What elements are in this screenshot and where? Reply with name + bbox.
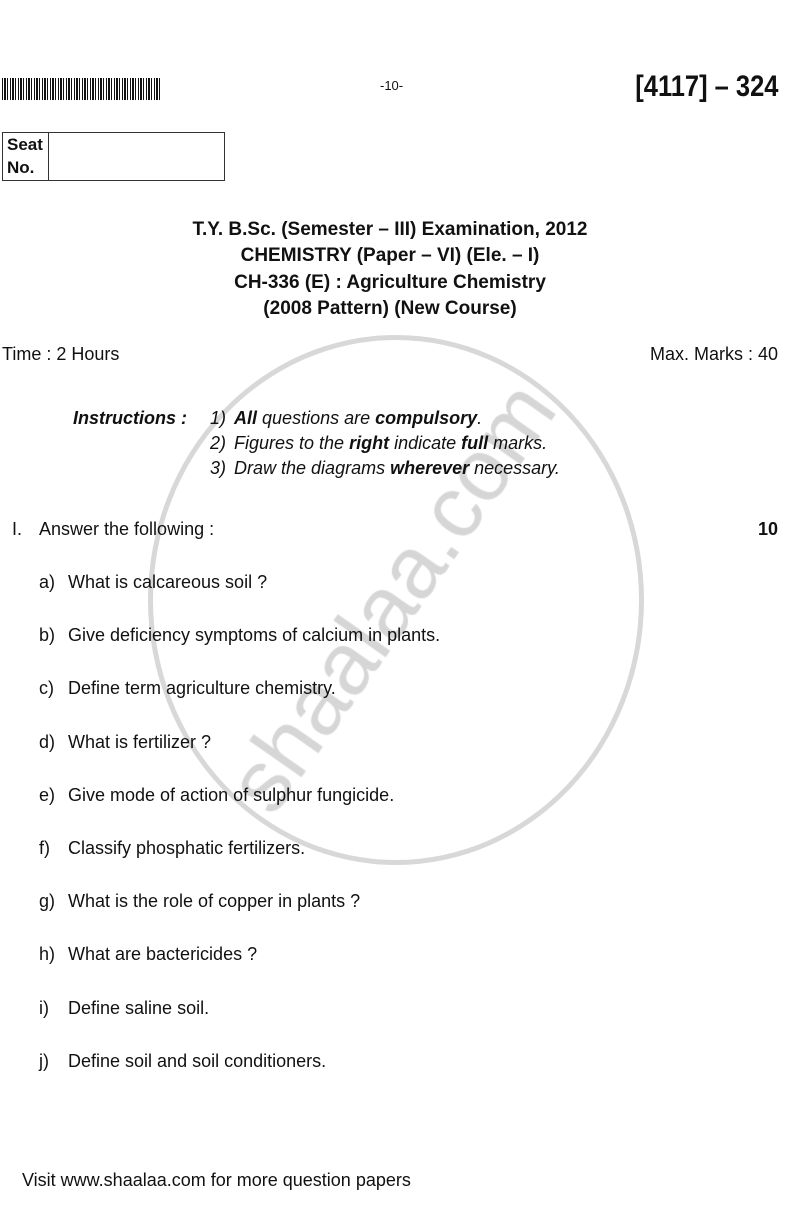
instruction-text: marks. bbox=[488, 433, 548, 453]
instruction-item bbox=[210, 456, 560, 481]
instruction-text: questions are bbox=[257, 408, 376, 428]
subject-title: CHEMISTRY (Paper – VI) (Ele. – I) bbox=[240, 245, 540, 266]
time-info: Time : 2 Hours bbox=[2, 344, 120, 364]
seat-number-box bbox=[2, 132, 225, 181]
instruction-number: 1) bbox=[210, 408, 227, 428]
instructions-heading: Instructions : bbox=[73, 408, 188, 428]
instruction-text: full bbox=[461, 433, 489, 453]
max-marks: Max. Marks : 40 bbox=[649, 344, 778, 364]
instruction-number: 3) bbox=[210, 458, 227, 478]
question-item-text: Give deficiency symptoms of calcium in plants. bbox=[68, 625, 441, 646]
instruction-text: indicate bbox=[389, 433, 462, 453]
question-item-label: d) bbox=[39, 731, 56, 752]
question-item-text: What is calcareous soil ? bbox=[68, 572, 268, 592]
instruction-number: 2) bbox=[210, 433, 227, 453]
question-marks: 10 bbox=[757, 519, 778, 539]
instruction-text: Figures to the bbox=[234, 433, 350, 453]
instruction-text: wherever bbox=[390, 458, 470, 478]
question-text: Answer the following : bbox=[39, 519, 215, 539]
pattern-title: (2008 Pattern) (New Course) bbox=[263, 298, 517, 319]
barcode bbox=[2, 78, 162, 100]
question-item-text: Give mode of action of sulphur fungicide. bbox=[68, 784, 395, 805]
instruction-item bbox=[210, 406, 482, 431]
course-title: CH-336 (E) : Agriculture Chemistry bbox=[234, 272, 546, 293]
instruction-item bbox=[210, 431, 547, 456]
question-item-text: What is the role of copper in plants ? bbox=[68, 891, 361, 912]
instruction-text: compulsory bbox=[375, 408, 478, 428]
question-item-text: What are bactericides ? bbox=[68, 944, 258, 965]
question-item-label: a) bbox=[39, 572, 56, 592]
footer-text: Visit www.shaalaa.com for more question papers bbox=[22, 1170, 411, 1190]
instructions bbox=[0, 406, 800, 486]
instruction-text: Draw the diagrams bbox=[234, 458, 391, 478]
exam-title: T.Y. B.Sc. (Semester – III) Examination, 2012 bbox=[192, 219, 588, 240]
question-item-label: g) bbox=[39, 891, 56, 912]
question-item-label: c) bbox=[39, 678, 54, 699]
question-item-label: e) bbox=[39, 784, 56, 805]
question-item-label: i) bbox=[39, 997, 49, 1018]
instruction-text: necessary. bbox=[469, 458, 560, 478]
instruction-text: right bbox=[349, 433, 390, 453]
instruction-text: . bbox=[477, 408, 483, 428]
question-item-text: What is fertilizer ? bbox=[68, 731, 212, 752]
question-number: I. bbox=[12, 519, 23, 539]
paper-code: [4117] – 324 bbox=[634, 70, 778, 103]
seat-number-field[interactable] bbox=[49, 133, 224, 180]
instruction-text: All bbox=[234, 408, 258, 428]
question-item-text: Define term agriculture chemistry. bbox=[68, 678, 336, 699]
page-number: -10- bbox=[380, 78, 404, 93]
question-item-label: j) bbox=[39, 1050, 49, 1071]
question-item-label: f) bbox=[39, 838, 50, 858]
seat-label bbox=[3, 133, 49, 180]
question-item-text: Define soil and soil conditioners. bbox=[68, 1050, 327, 1071]
question-item-text: Define saline soil. bbox=[68, 997, 210, 1018]
question-item-text: Classify phosphatic fertilizers. bbox=[68, 838, 306, 858]
question-item-label: h) bbox=[39, 944, 56, 965]
seat-label-line2: No. bbox=[7, 158, 35, 177]
question-item-label: b) bbox=[39, 625, 56, 646]
seat-label-line1: Seat bbox=[7, 135, 43, 154]
